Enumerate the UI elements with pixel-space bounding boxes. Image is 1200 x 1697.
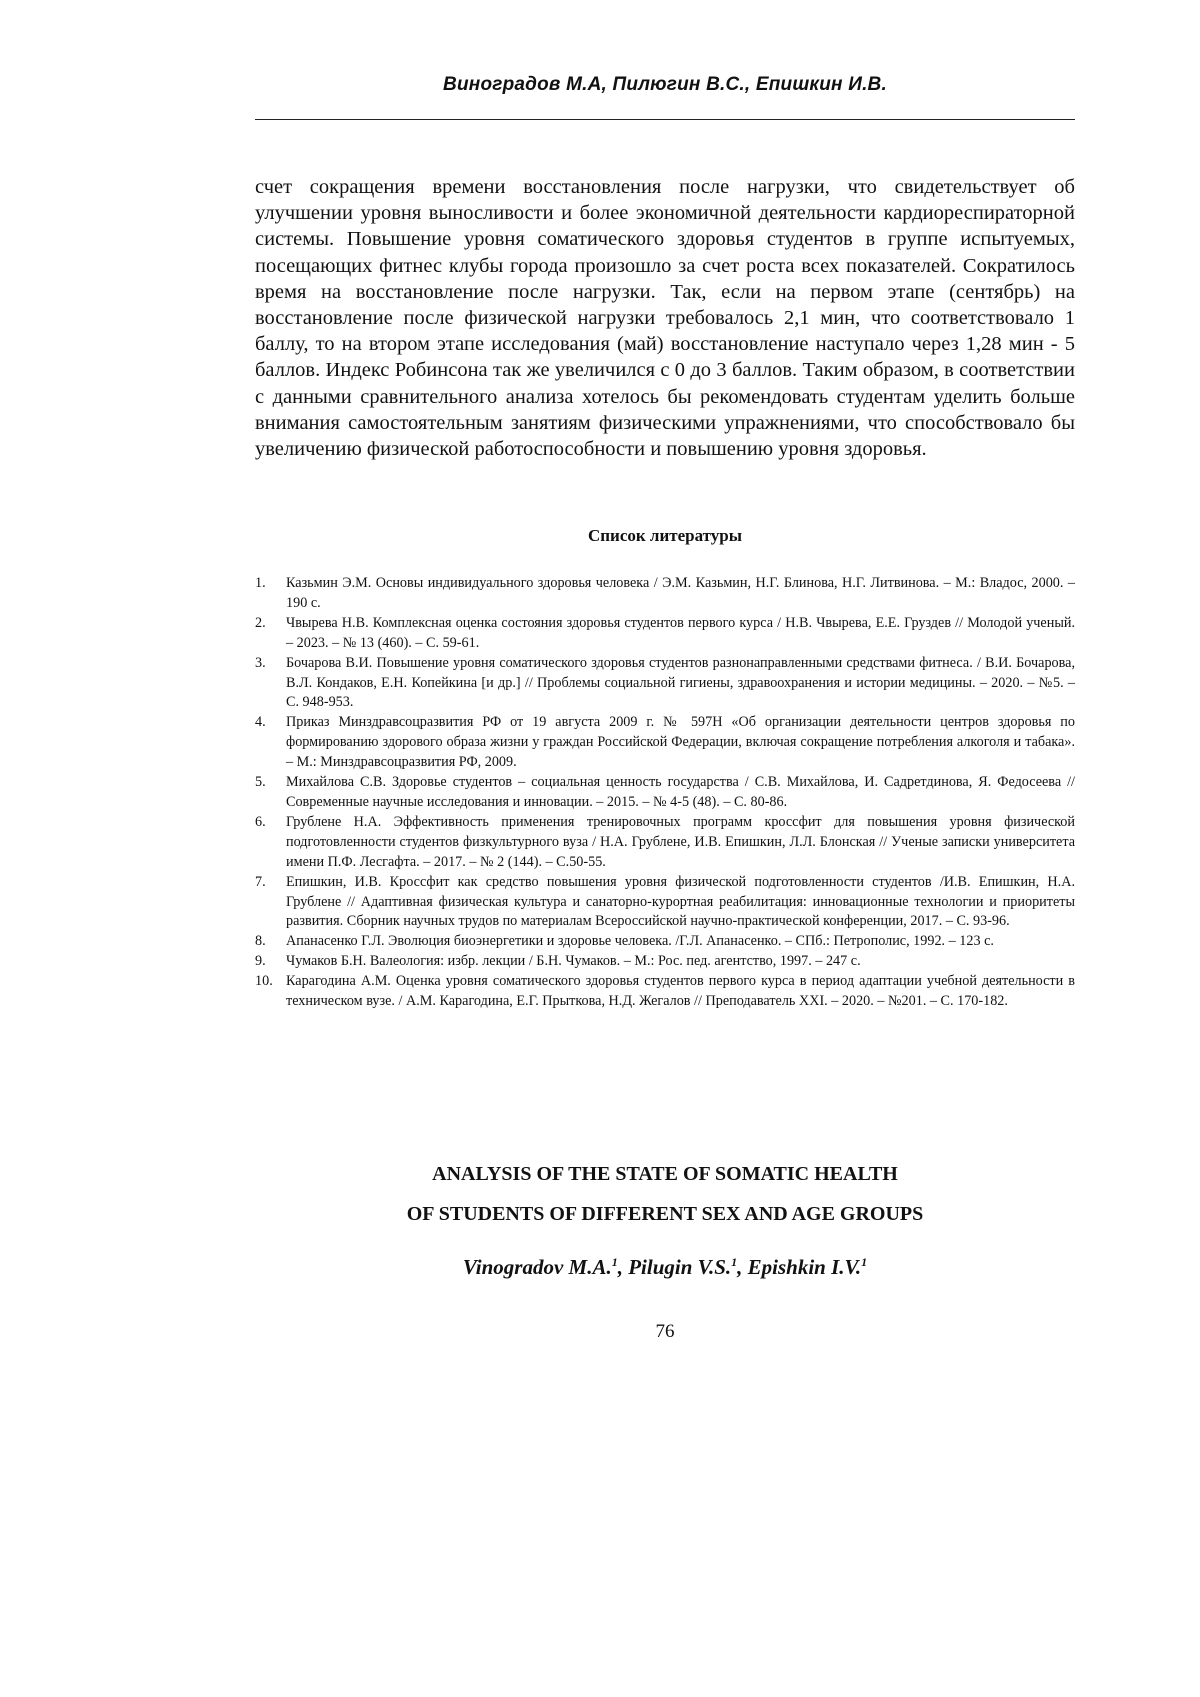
reference-item	[255, 654, 1075, 714]
reference-text: Бочарова В.И. Повышение уровня соматического здоровья студентов разнонаправленными средствами фитнеса. / В.И. Бочарова, В.Л. Кондаков, Е.Н. Копейкина [и др.] // Проблемы социальной гигиены, здравоохранения и истории медицины. – 2020. – №5. – С. 948-953.	[286, 655, 1075, 711]
reference-text: Приказ Минздравсоцразвития РФ от 19 августа 2009 г. № 597Н «Об организации деятельности центров здоровья по формированию здорового образа жизни у граждан Российской Федерации, включая сокращение потребления алкоголя и табака». – М.: Минздравсоцразвития РФ, 2009.	[286, 714, 1075, 770]
reference-item	[255, 713, 1075, 773]
running-header-authors: Виноградов М.А, Пилюгин В.С., Епишкин И.В.	[255, 74, 1075, 96]
english-title-line-1: ANALYSIS OF THE STATE OF SOMATIC HEALTH	[255, 1154, 1075, 1194]
english-authors	[255, 1255, 1075, 1280]
author-separator: ,	[737, 1255, 748, 1279]
affiliation-mark: 1	[861, 1255, 867, 1269]
reference-item	[255, 972, 1075, 1012]
affiliation-mark: 1	[731, 1255, 737, 1269]
reference-item	[255, 614, 1075, 654]
reference-text: Епишкин, И.В. Кроссфит как средство повышения уровня физической подготовленности студентов /И.В. Епишкин, Н.А. Грублене // Адаптивная физическая культура и санаторно-курортная реабилитация: инновационные технологии и приоритеты развития. Сборник научных трудов по материалам Всероссийской научно-практической конференции, 2017. – С. 93-96.	[286, 874, 1075, 930]
english-title-line-2: OF STUDENTS OF DIFFERENT SEX AND AGE GROUPS	[255, 1194, 1075, 1234]
references-list	[255, 574, 1075, 1012]
author-3: Epishkin I.V.	[748, 1255, 861, 1279]
reference-number: 8.	[255, 932, 266, 952]
body-paragraph: счет сокращения времени восстановления после нагрузки, что свидетельствует об улучшении уровня выносливости и более экономичной деятельности кардиореспираторной системы. Повышение уровня соматического здоровья студентов в группе испытуемых, посещающих фитнес клубы города произошло за счет роста всех показателей. Сократилось время на восстановление после нагрузки. Так, если на первом этапе (сентябрь) на восстановление после физической нагрузки требовалось 2,1 мин, что соответствовало 1 баллу, то на втором этапе исследования (май) восстановление наступало через 1,28 мин - 5 баллов. Индекс Робинсона так же увеличился с 0 до 3 баллов. Таким образом, в соответствии с данными сравнительного анализа хотелось бы рекомендовать студентам уделить больше внимания самостоятельным занятиям физическими упражнениями, что способствовало бы увеличению физической работоспособности и повышению уровня здоровья.	[255, 174, 1075, 462]
reference-text: Михайлова С.В. Здоровье студентов – социальная ценность государства / С.В. Михайлова, И. Садретдинова, Я. Федосеева // Современные научные исследования и инновации. – 2015. – № 4-5 (48). – С. 80-86.	[286, 774, 1075, 810]
reference-number: 10.	[255, 972, 273, 992]
reference-item	[255, 813, 1075, 873]
english-article-title	[255, 1154, 1075, 1234]
header-divider	[255, 119, 1075, 120]
reference-text: Казьмин Э.М. Основы индивидуального здоровья человека / Э.М. Казьмин, Н.Г. Блинова, Н.Г. Литвинова. – М.: Владос, 2000. – 190 с.	[286, 575, 1075, 611]
author-1: Vinogradov M.A.	[463, 1255, 612, 1279]
reference-number: 5.	[255, 773, 266, 793]
reference-text: Апанасенко Г.Л. Эволюция биоэнергетики и здоровье человека. /Г.Л. Апанасенко. – СПб.: Петрополис, 1992. – 123 с.	[286, 933, 994, 949]
reference-number: 1.	[255, 574, 266, 594]
reference-number: 2.	[255, 614, 266, 634]
reference-text: Чумаков Б.Н. Валеология: избр. лекции / Б.Н. Чумаков. – М.: Рос. пед. агентство, 1997. – 247 с.	[286, 953, 861, 969]
page-number: 76	[255, 1321, 1075, 1343]
references-title: Список литературы	[255, 526, 1075, 546]
reference-item	[255, 952, 1075, 972]
reference-text: Чвырева Н.В. Комплексная оценка состояния здоровья студентов первого курса / Н.В. Чвырева, Е.Е. Груздев // Молодой ученый. – 2023. – № 13 (460). – С. 59-61.	[286, 615, 1075, 651]
reference-number: 7.	[255, 873, 266, 893]
affiliation-mark: 1	[612, 1255, 618, 1269]
reference-number: 3.	[255, 654, 266, 674]
reference-text: Грублене Н.А. Эффективность применения тренировочных программ кроссфит для повышения уровня физической подготовленности студентов физкультурного вуза / Н.А. Грублене, И.В. Епишкин, Л.Л. Блонская // Ученые записки университета имени П.Ф. Лесгафта. – 2017. – № 2 (144). – С.50-55.	[286, 814, 1075, 870]
reference-number: 9.	[255, 952, 266, 972]
reference-item	[255, 773, 1075, 813]
reference-item	[255, 873, 1075, 933]
reference-number: 4.	[255, 713, 266, 733]
author-separator: ,	[618, 1255, 629, 1279]
reference-item	[255, 574, 1075, 614]
author-2: Pilugin V.S.	[628, 1255, 731, 1279]
reference-text: Карагодина А.М. Оценка уровня соматического здоровья студентов первого курса в период адаптации учебной деятельности в техническом вузе. / А.М. Карагодина, Е.Г. Прыткова, Н.Д. Жегалов // Преподаватель XXI. – 2020. – №201. – С. 170-182.	[286, 973, 1075, 1009]
reference-number: 6.	[255, 813, 266, 833]
reference-item	[255, 932, 1075, 952]
